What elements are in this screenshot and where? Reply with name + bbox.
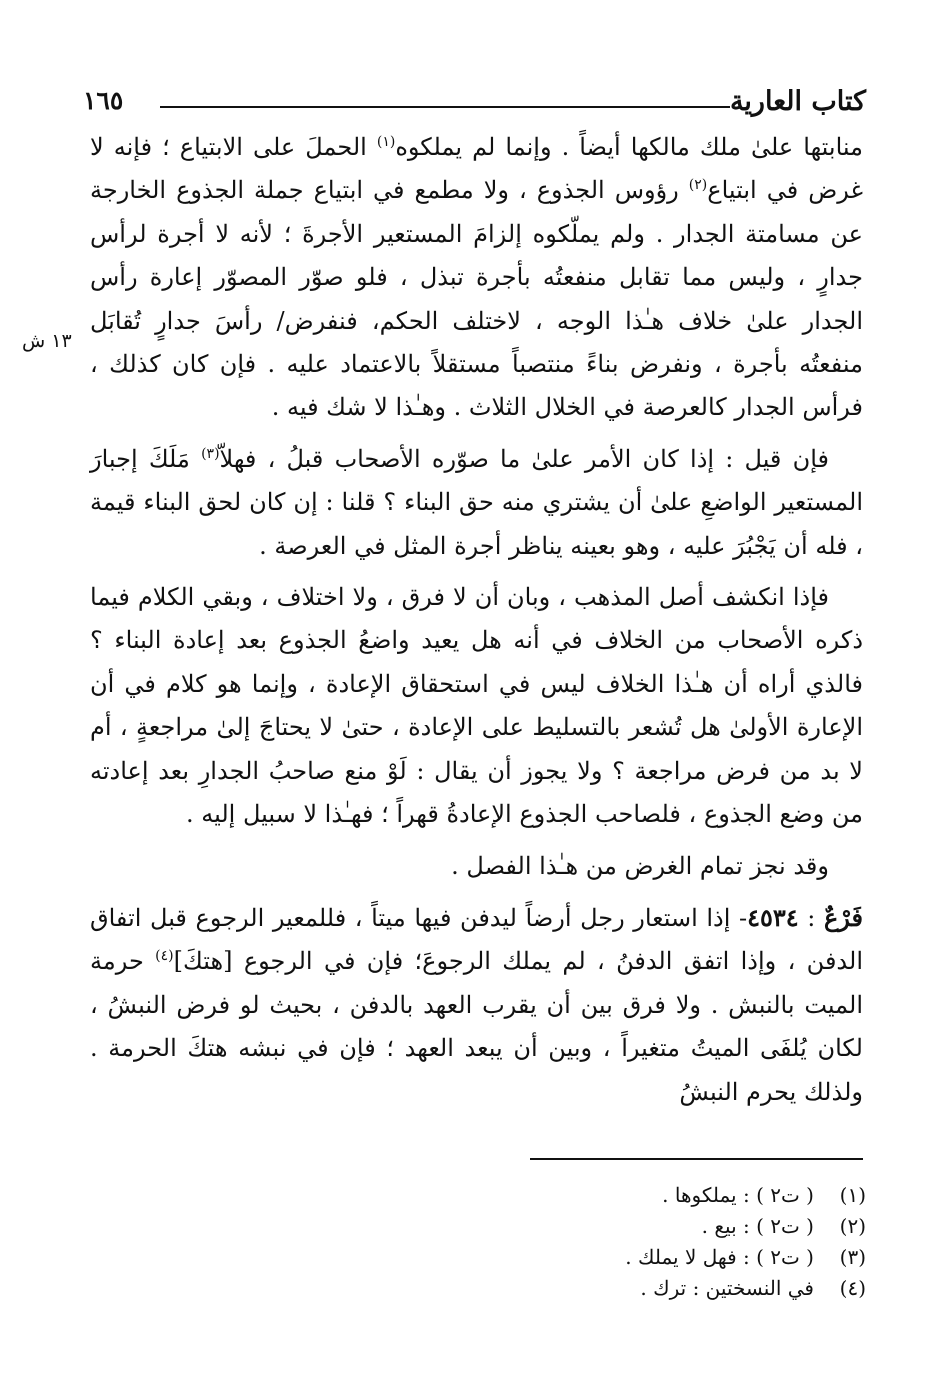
footnote-ref-1: (١) bbox=[376, 134, 396, 150]
paragraph-4: وقد نجز تمام الغرض من هـٰذا الفصل . bbox=[451, 851, 829, 880]
text-run: الحملَ على الابتياع ؛ فإنه لا غرض في ابتياع bbox=[90, 133, 863, 205]
footnotes bbox=[625, 1180, 866, 1304]
text-run: : bbox=[798, 903, 824, 932]
text-run: - إذا استعار رجل أرضاً ليدفن فيها ميتاً ، فللمعير الرجوع قبل اتفاق الدفن ، وإذا اتفق الدفنُ ، لم يملك الرجوعَ؛ فإن في الرجوع [هتكَ] bbox=[90, 903, 863, 976]
section-heading: فَرْعٌ bbox=[823, 902, 863, 932]
footnote-number: (٤) bbox=[839, 1276, 866, 1300]
page-number: ١٦٥ bbox=[83, 86, 124, 115]
footnote-text: في النسختين : ترك . bbox=[640, 1276, 814, 1300]
text-run: رؤوس الجذوع ، ولا مطمع في ابتياع جملة الجذوع الخارجة عن مسامتة الجدار . ولم يملّكوه إلزامَ المستعير الأجرةَ ؛ لأنه لا أجرة لرأس جدارٍ ، وليس مما تقابل منفعتُه بأجرة تبذل ، فلو صوّر المصوّر إعارة رأس الجدار علىٰ خلاف هـٰذا الوجه ، لاختلف الحكم، فنفرض/ رأسَ جدارٍ تُقابَل منفعتُه بأجرة ، ونفرض بناءً منتصباً مستقلاً بالاعتماد عليه . فإن كان كذلك ، فرأس الجدار كالعرصة في الخلال الثلاث . وهـٰذا لا شك فيه . bbox=[90, 176, 863, 422]
footnote-ref-4: (٤) bbox=[155, 948, 174, 965]
footnote-number: (٢) bbox=[839, 1214, 866, 1238]
paragraph-1 bbox=[90, 126, 863, 430]
text-run: فإن قيل : إذا كان الأمر علىٰ ما صوّره الأصحاب قبلُ ، فهلاّ bbox=[219, 444, 830, 473]
footnote-rule bbox=[530, 1158, 863, 1160]
footnote-ref-3: (٣) bbox=[201, 445, 220, 462]
paragraph-5 bbox=[90, 896, 863, 1114]
issue-number: ٤٥٣٤ bbox=[747, 902, 799, 932]
footnote-item bbox=[625, 1242, 866, 1273]
text-run: منابتها علىٰ ملك مالكها أيضاً . وإنما لم يملكوه bbox=[395, 133, 863, 161]
footnote-text: ( ت٢ ) : فهل لا يملك . bbox=[625, 1245, 814, 1269]
text-run: حرمة الميت بالنبش . ولا فرق بين أن يقرب العهد بالدفن ، بحيث لو فرض النبشُ ، لكان يُلفَى الميتُ متغيراً ، وبين أن يبعد العهد ؛ فإن في نبشه هتكَ الحرمة . ولذلك يحرم النبشُ bbox=[90, 947, 863, 1106]
footnote-item bbox=[625, 1211, 866, 1242]
footnote-number: (١) bbox=[839, 1183, 866, 1207]
footnote-text: ( ت٢ ) : بيع . bbox=[701, 1214, 814, 1238]
margin-note: ١٣ ش bbox=[22, 330, 72, 352]
header-rule bbox=[160, 106, 730, 108]
main-text bbox=[90, 126, 863, 1114]
text-run: مَلَكَ إجبارَ المستعير الواضعِ علىٰ أن يشتري منه حق البناء ؟ قلنا : إن كان لحق البناء قيمة ، فله أن يَجْبُرَ عليه ، وهو بعينه يناظر أجرة المثل في العرصة . bbox=[90, 444, 864, 560]
footnote-number: (٣) bbox=[839, 1245, 866, 1269]
footnote-item bbox=[625, 1273, 866, 1304]
footnote-text: ( ت٢ ) : يملكوها . bbox=[662, 1183, 814, 1207]
footnote-ref-2: (٢) bbox=[688, 177, 708, 194]
paragraph-2 bbox=[90, 438, 863, 568]
paragraph-3: فإذا انكشف أصل المذهب ، وبان أن لا فرق ، ولا اختلاف ، وبقي الكلام فيما ذكره الأصحاب من الخلاف في أنه هل يعيد واضعُ الجذوع بعد إعادة البناء ؟ فالذي أراه أن هـٰذا الخلاف ليس في استحقاق الإعادة ، وإنما هو كلام في أن الإعارة الأولىٰ هل تُشعر بالتسليط على الإعادة ، حتىٰ لا يحتاجَ إلىٰ مراجعةٍ ، أم لا بد من فرض مراجعة ؟ ولا يجوز أن يقال : لَوْ منع صاحبُ الجدارِ بعد إعادته من وضع الجذوع ، فلصاحب الجذوع الإعادةُ قهراً ؛ فهـٰذا لا سبيل إليه . bbox=[90, 583, 863, 829]
chapter-title: كتاب العارية bbox=[729, 86, 866, 117]
footnote-item bbox=[625, 1180, 866, 1211]
